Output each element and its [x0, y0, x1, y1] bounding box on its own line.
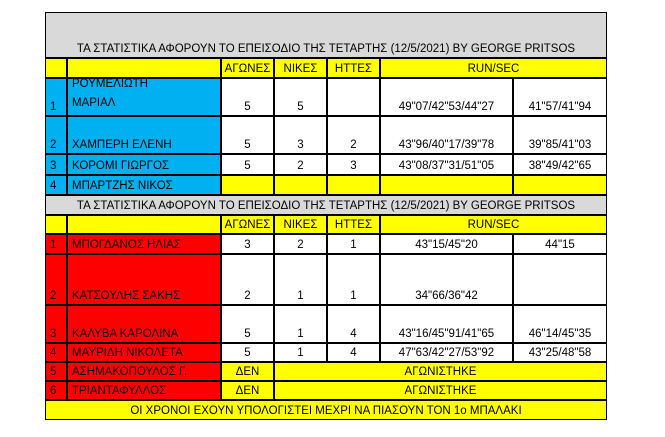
wins-value: 1: [274, 343, 327, 362]
games-value: 3: [221, 234, 274, 254]
section-1-title: ΤΑ ΣΤΑΤΙΣΤΙΚΑ ΑΦΟΡΟΥΝ ΤΟ ΕΠΕΙΣΟΔΙΟ ΤΗΣ ΤΕΤΑΡΤΗΣ (12/5/2021) BY GEORGE PRITSOS: [45, 12, 607, 58]
run-times-2: 43"25/48"58: [513, 343, 607, 362]
player-name: ΚΟΡΟΜΙ ΓΙΩΡΓΟΣ: [67, 154, 221, 175]
header-games: ΑΓΩΝΕΣ: [221, 58, 274, 78]
games-value: 5: [221, 154, 274, 175]
section-2-title: ΤΑ ΣΤΑΤΙΣΤΙΚΑ ΑΦΟΡΟΥΝ ΤΟ ΕΠΕΙΣΟΔΙΟ ΤΗΣ ΤΕΤΑΡΤΗΣ (12/5/2021) BY GEORGE PRITSOS: [45, 195, 607, 215]
row-number: 6: [45, 381, 67, 400]
header-losses: ΗΤΤΕΣ: [327, 58, 380, 78]
did-not-label: ΔΕΝ: [221, 381, 274, 400]
run-times-1: [380, 175, 513, 195]
player-name: ΑΣΗΜΑΚΟΠΟΥΛΟΣ Γ.: [67, 362, 221, 381]
run-times-1: 43"15/45"20: [380, 234, 513, 254]
games-value: 5: [221, 116, 274, 154]
run-times-1: 49"07/42"53/44"27: [380, 78, 513, 116]
games-value: 2: [221, 254, 274, 305]
wins-value: 1: [274, 305, 327, 343]
header-wins: ΝΙΚΕΣ: [274, 58, 327, 78]
wins-value: 1: [274, 254, 327, 305]
run-times-1: 47"63/42"27/53"92: [380, 343, 513, 362]
header-wins: ΝΙΚΕΣ: [274, 215, 327, 234]
player-name: ΧΑΜΠΕΡΗ ΕΛΕΝΗ: [67, 116, 221, 154]
header-num-cell: [45, 215, 67, 234]
player-name: ΤΡΙΑΝΤΑΦΥΛΛΟΣ: [67, 381, 221, 400]
row-number: 1: [45, 78, 67, 116]
run-times-1: 43"08/37"31/51"05: [380, 154, 513, 175]
competed-label: ΑΓΩΝΙΣΤΗΚΕ: [274, 381, 607, 400]
row-number: 2: [45, 116, 67, 154]
run-times-1: 34"66/36"42: [380, 254, 513, 305]
run-times-2: 44"15: [513, 234, 607, 254]
row-number: 5: [45, 362, 67, 381]
games-value: 5: [221, 305, 274, 343]
losses-value: 3: [327, 154, 380, 175]
header-games: ΑΓΩΝΕΣ: [221, 215, 274, 234]
player-name: ΜΠΟΓΔΑΝΟΣ ΗΛΙΑΣ: [67, 234, 221, 254]
wins-value: [274, 175, 327, 195]
losses-value: [327, 175, 380, 195]
losses-value: [327, 78, 380, 116]
row-number: 3: [45, 305, 67, 343]
losses-value: 1: [327, 254, 380, 305]
header-runsec: RUN/SEC: [380, 58, 607, 78]
footer-note: ΟΙ ΧΡΟΝΟΙ ΕΧΟΥΝ ΥΠΟΛΟΓΙΣΤΕΙ ΜΕΧΡΙ ΝΑ ΠΙΑΣΟΥΝ ΤΟΝ 1ο ΜΠΑΛΑΚΙ: [45, 400, 607, 420]
wins-value: 2: [274, 154, 327, 175]
row-number: 4: [45, 175, 67, 195]
losses-value: 2: [327, 116, 380, 154]
player-name: ΜΠΑΡΤΖΗΣ ΝΙΚΟΣ: [67, 175, 221, 195]
losses-value: 4: [327, 343, 380, 362]
player-name: ΡΟΥΜΕΛΙΩΤΗ ΜΑΡΙΑΛ: [67, 78, 221, 116]
run-times-2: 46"14/45"35: [513, 305, 607, 343]
stats-sheet: [45, 12, 607, 417]
row-number: 2: [45, 254, 67, 305]
run-times-1: 43"16/45"91/41"65: [380, 305, 513, 343]
run-times-2: [513, 254, 607, 305]
games-value: 5: [221, 78, 274, 116]
header-name-cell: [67, 215, 221, 234]
row-number: 4: [45, 343, 67, 362]
games-value: [221, 175, 274, 195]
header-num-cell: [45, 58, 67, 78]
player-name: ΜΑΥΡΙΔΗ ΝΙΚΟΛΕΤΑ: [67, 343, 221, 362]
did-not-label: ΔΕΝ: [221, 362, 274, 381]
run-times-2: [513, 175, 607, 195]
player-name: ΚΑΤΣΟΥΛΗΣ ΣΑΚΗΣ: [67, 254, 221, 305]
wins-value: 3: [274, 116, 327, 154]
games-value: 5: [221, 343, 274, 362]
wins-value: 5: [274, 78, 327, 116]
run-times-2: 38"49/42"65: [513, 154, 607, 175]
competed-label: ΑΓΩΝΙΣΤΗΚΕ: [274, 362, 607, 381]
run-times-1: 43"96/40"17/39"78: [380, 116, 513, 154]
header-runsec: RUN/SEC: [380, 215, 607, 234]
losses-value: 1: [327, 234, 380, 254]
player-name: ΚΑΛΥΒΑ ΚΑΡΟΛΙΝΑ: [67, 305, 221, 343]
losses-value: 4: [327, 305, 380, 343]
run-times-2: 41"57/41"94: [513, 78, 607, 116]
run-times-2: 39"85/41"03: [513, 116, 607, 154]
row-number: 3: [45, 154, 67, 175]
wins-value: 2: [274, 234, 327, 254]
header-losses: ΗΤΤΕΣ: [327, 215, 380, 234]
row-number: 1: [45, 234, 67, 254]
